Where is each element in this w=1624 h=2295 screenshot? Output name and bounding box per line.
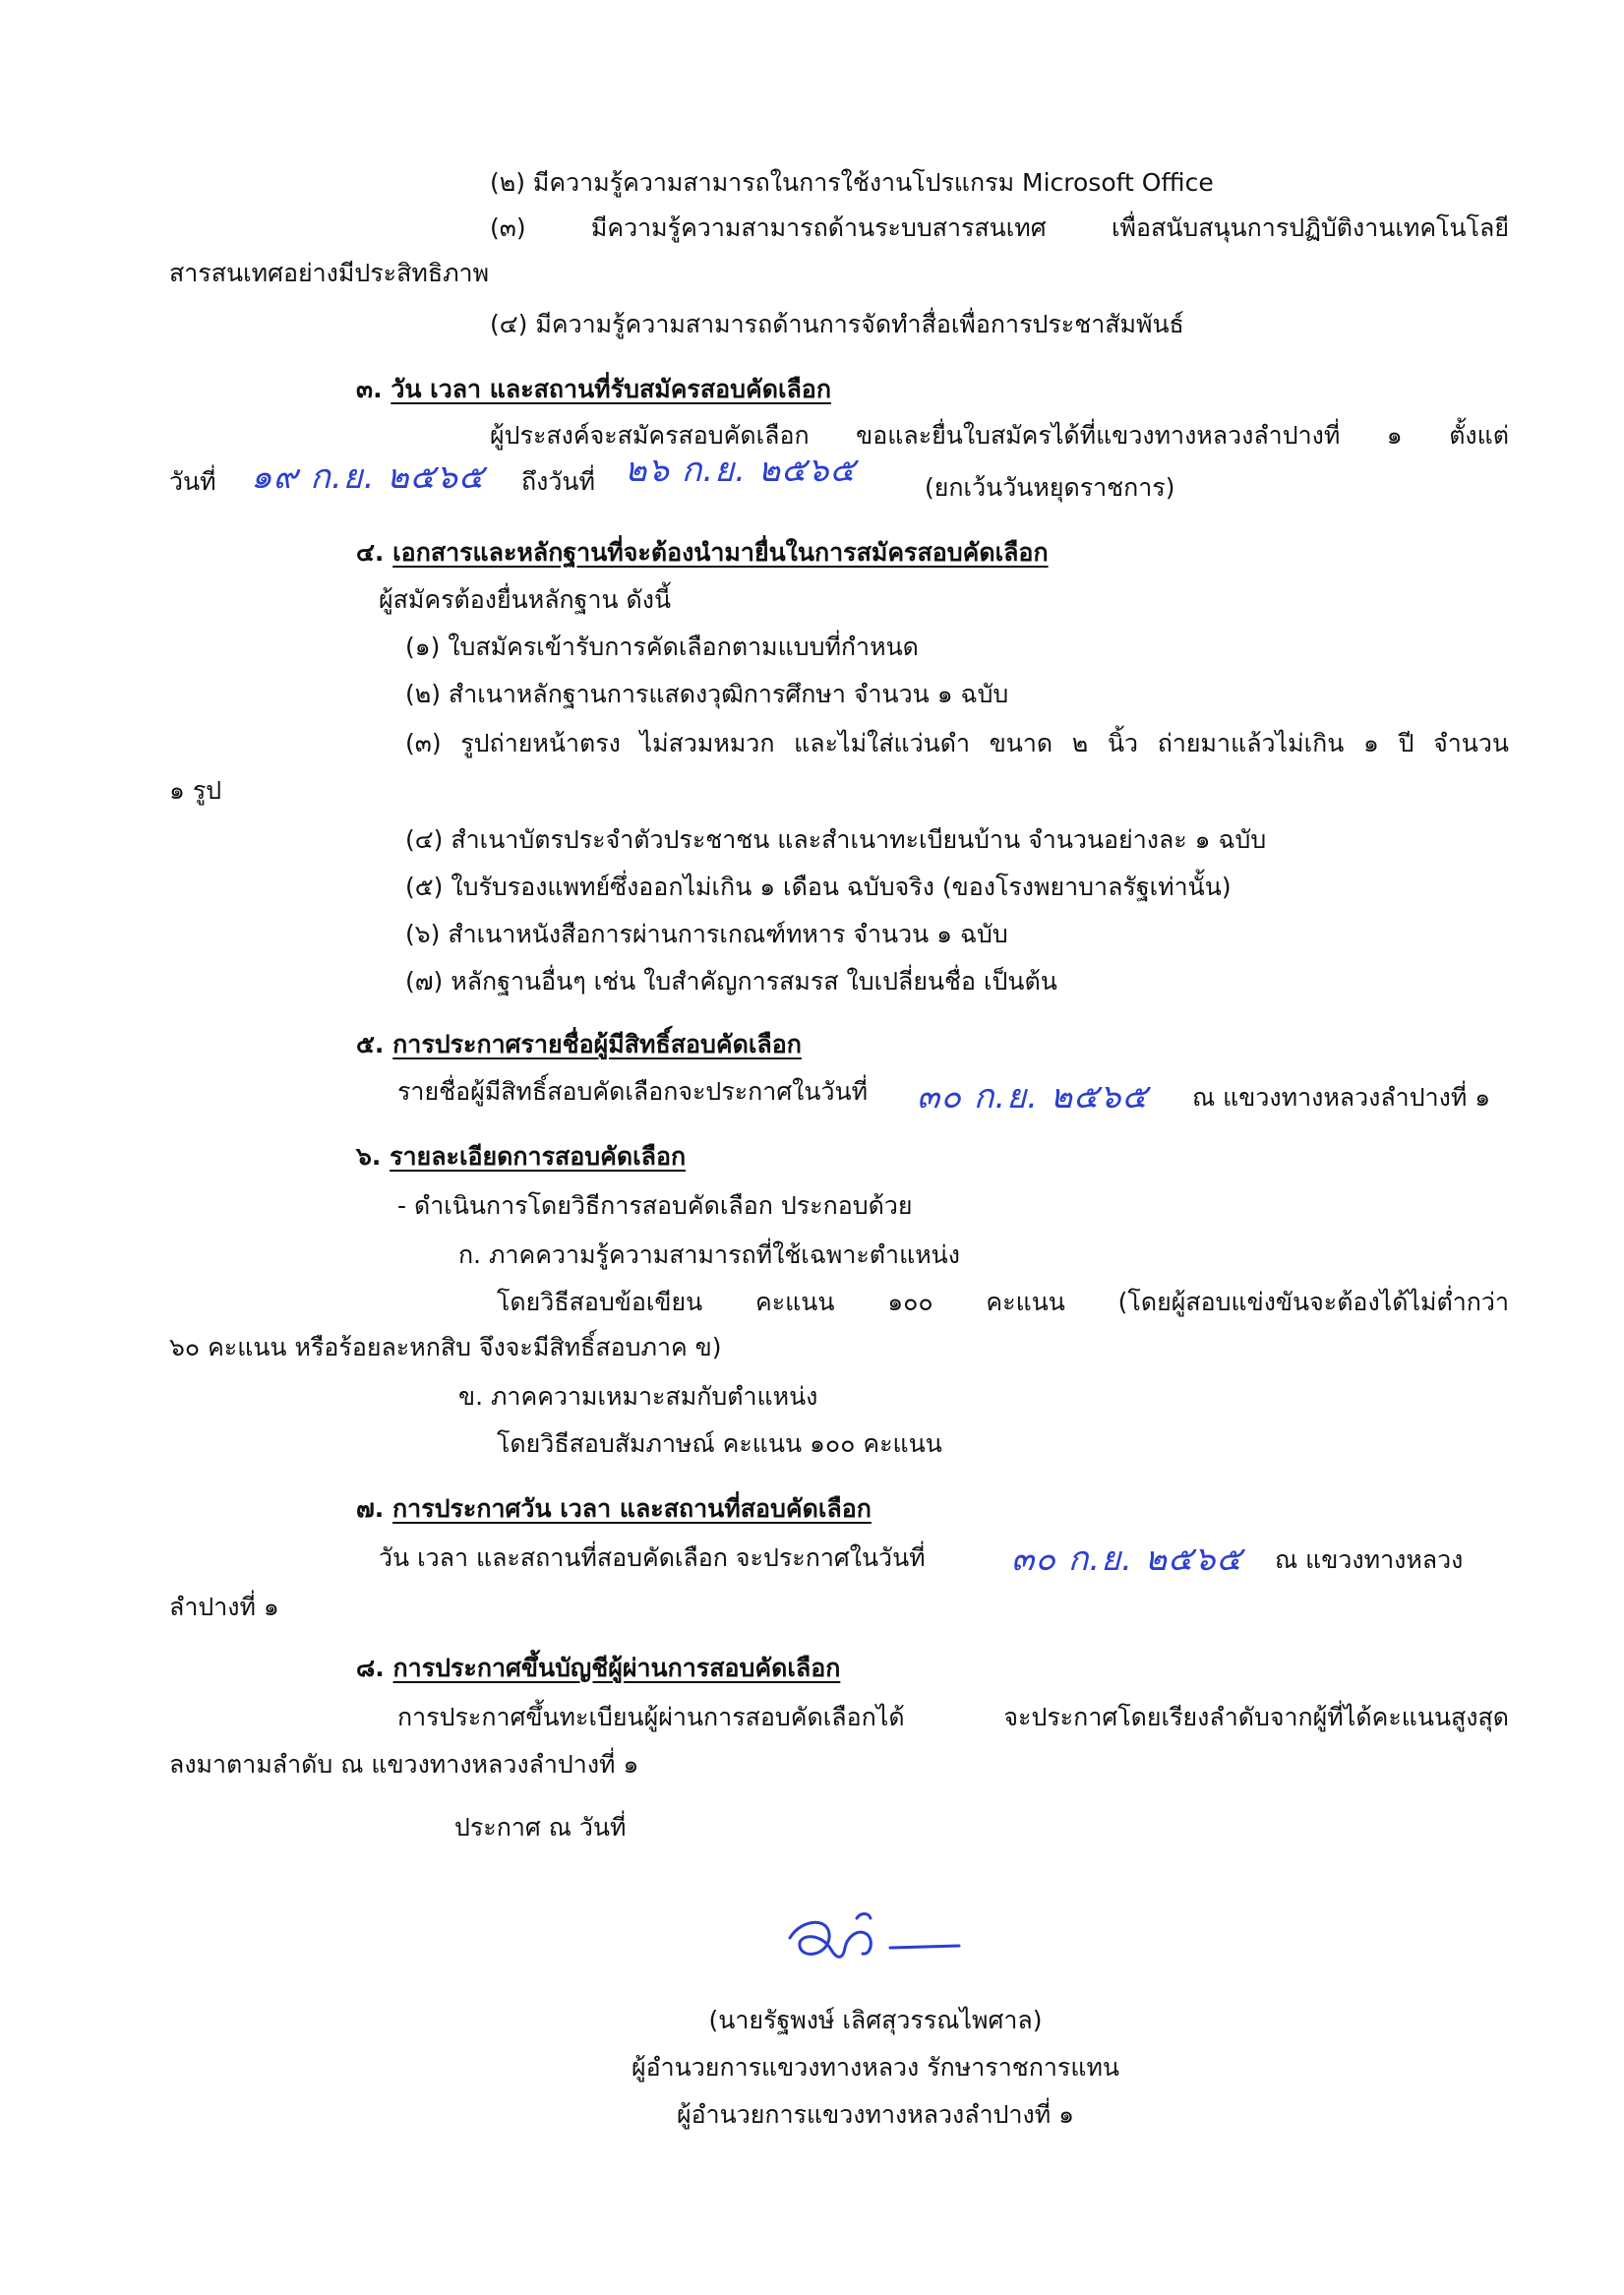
section3-date-to-handwritten: ๒๖ ก.ย. ๒๕๖๕ (625, 451, 857, 490)
qualification-3-line2: สารสนเทศอย่างมีประสิทธิภาพ (169, 259, 490, 287)
signatory-name: (นายรัฐพงษ์ เลิศสุวรรณไพศาล) (708, 2006, 1043, 2034)
section7-place-part1: ณ แขวงทางหลวง (1275, 1545, 1464, 1574)
section3-date-from-label: วันที่ (169, 467, 216, 496)
section4-item3-line1: (๓) รูปถ่ายหน้าตรง ไม่สวมหมวก และไม่ใส่แว่นดำ ขนาด ๒ นิ้ว ถ่ายมาแล้วไม่เกิน ๑ ปี จำนวน (405, 729, 1509, 757)
section5-number: ๕. (356, 1030, 385, 1058)
section8-line1: การประกาศขึ้นทะเบียนผู้ผ่านการสอบคัดเลือกได้ จะประกาศโดยเรียงลำดับจากผู้ที่ได้คะแนนสูงสุด (397, 1703, 1509, 1731)
signatory-position-line2: ผู้อำนวยการแขวงทางหลวงลำปางที่ ๑ (676, 2100, 1075, 2129)
section7-title: การประกาศวัน เวลา และสถานที่สอบคัดเลือก (392, 1494, 872, 1523)
section4-item3-line2: ๑ รูป (169, 776, 222, 805)
announce-date: ประกาศ ณ วันที่ (454, 1813, 627, 1842)
section8-line2: ลงมาตามลำดับ ณ แขวงทางหลวงลำปางที่ ๑ (169, 1750, 639, 1779)
section3-note: (ยกเว้นวันหยุดราชการ) (925, 473, 1175, 502)
section8-title: การประกาศขึ้นบัญชีผู้ผ่านการสอบคัดเลือก (392, 1654, 841, 1682)
section5-title: การประกาศรายชื่อผู้มีสิทธิ์สอบคัดเลือก (392, 1030, 802, 1058)
section7-date-handwritten: ๓๐ ก.ย. ๒๕๖๕ (1011, 1540, 1243, 1579)
signature-mark (772, 1899, 969, 1987)
section4-item6: (๖) สำเนาหนังสือการผ่านการเกณฑ์ทหาร จำนวน ๑ ฉบับ (405, 920, 1008, 948)
section4-item5: (๕) ใบรับรองแพทย์ซึ่งออกไม่เกิน ๑ เดือน ฉบับจริง (ของโรงพยาบาลรัฐเท่านั้น) (405, 873, 1232, 901)
section5-heading (356, 1027, 802, 1062)
section4-item7: (๗) หลักฐานอื่นๆ เช่น ใบสำคัญการสมรส ใบเปลี่ยนชื่อ เป็นต้น (405, 967, 1057, 996)
section7-line2: ลำปางที่ ๑ (169, 1593, 279, 1621)
section6-heading (356, 1139, 686, 1175)
section4-number: ๔. (356, 538, 385, 567)
section4-heading (356, 535, 1049, 571)
section4-item1: (๑) ใบสมัครเข้ารับการคัดเลือกตามแบบที่กำหนด (405, 633, 919, 661)
section4-item2: (๒) สำเนาหลักฐานการแสดงวุฒิการศึกษา จำนวน ๑ ฉบับ (405, 680, 1009, 708)
section6-part-b-line1: โดยวิธีสอบสัมภาษณ์ คะแนน ๑๐๐ คะแนน (497, 1429, 942, 1458)
section3-date-from-handwritten: ๑๙ ก.ย. ๒๕๖๕ (251, 457, 485, 497)
section6-part-a-line1: โดยวิธีสอบข้อเขียน คะแนน ๑๐๐ คะแนน (โดยผู้สอบแข่งขันจะต้องได้ไม่ต่ำกว่า (497, 1288, 1509, 1316)
section6-part-b: ข. ภาคความเหมาะสมกับตำแหน่ง (458, 1382, 818, 1411)
section3-title: วัน เวลา และสถานที่รับสมัครสอบคัดเลือก (391, 375, 831, 403)
section6-part-a: ก. ภาคความรู้ความสามารถที่ใช้เฉพาะตำแหน่ง (458, 1240, 960, 1269)
section3-date-to-label: ถึงวันที่ (521, 467, 595, 496)
section4-title: เอกสารและหลักฐานที่จะต้องนำมายื่นในการสมัครสอบคัดเลือก (392, 538, 1049, 567)
qualification-4: (๔) มีความรู้ความสามารถด้านการจัดทำสื่อเพื่อการประชาสัมพันธ์ (490, 310, 1184, 338)
section6-title: รายละเอียดการสอบคัดเลือก (390, 1142, 687, 1171)
section5-place: ณ แขวงทางหลวงลำปางที่ ๑ (1192, 1083, 1491, 1112)
section3-line1: ผู้ประสงค์จะสมัครสอบคัดเลือก ขอและยื่นใบสมัครได้ที่แขวงทางหลวงลำปางที่ ๑ ตั้งแต่ (490, 421, 1509, 450)
section4-intro: ผู้สมัครต้องยื่นหลักฐาน ดังนี้ (379, 585, 672, 614)
section4-item4: (๔) สำเนาบัตรประจำตัวประชาชน และสำเนาทะเบียนบ้าน จำนวนอย่างละ ๑ ฉบับ (405, 825, 1267, 854)
section3-number: ๓. (356, 375, 383, 403)
section6-number: ๖. (356, 1142, 382, 1171)
section6-method: - ดำเนินการโดยวิธีการสอบคัดเลือก ประกอบด้วย (397, 1191, 913, 1220)
section3-heading (356, 372, 831, 407)
section7-heading (356, 1491, 872, 1527)
qualification-2: (๒) มีความรู้ความสามารถในการใช้งานโปรแกรม Microsoft Office (490, 168, 1214, 197)
qualification-3-line1: (๓) มีความรู้ความสามารถด้านระบบสารสนเทศ เพื่อสนับสนุนการปฏิบัติงานเทคโนโลยี (490, 213, 1509, 242)
section8-heading (356, 1651, 840, 1686)
section6-part-a-line2: ๖๐ คะแนน หรือร้อยละหกสิบ จึงจะมีสิทธิ์สอบภาค ข) (169, 1333, 722, 1361)
section7-number: ๗. (356, 1494, 385, 1523)
section5-text: รายชื่อผู้มีสิทธิ์สอบคัดเลือกจะประกาศในวันที่ (397, 1077, 869, 1106)
section8-number: ๘. (356, 1654, 385, 1682)
signatory-position-line1: ผู้อำนวยการแขวงทางหลวง รักษาราชการแทน (631, 2053, 1120, 2082)
section5-date-handwritten: ๓๐ ก.ย. ๒๕๖๕ (917, 1077, 1149, 1117)
section7-text: วัน เวลา และสถานที่สอบคัดเลือก จะประกาศในวันที่ (379, 1543, 926, 1572)
